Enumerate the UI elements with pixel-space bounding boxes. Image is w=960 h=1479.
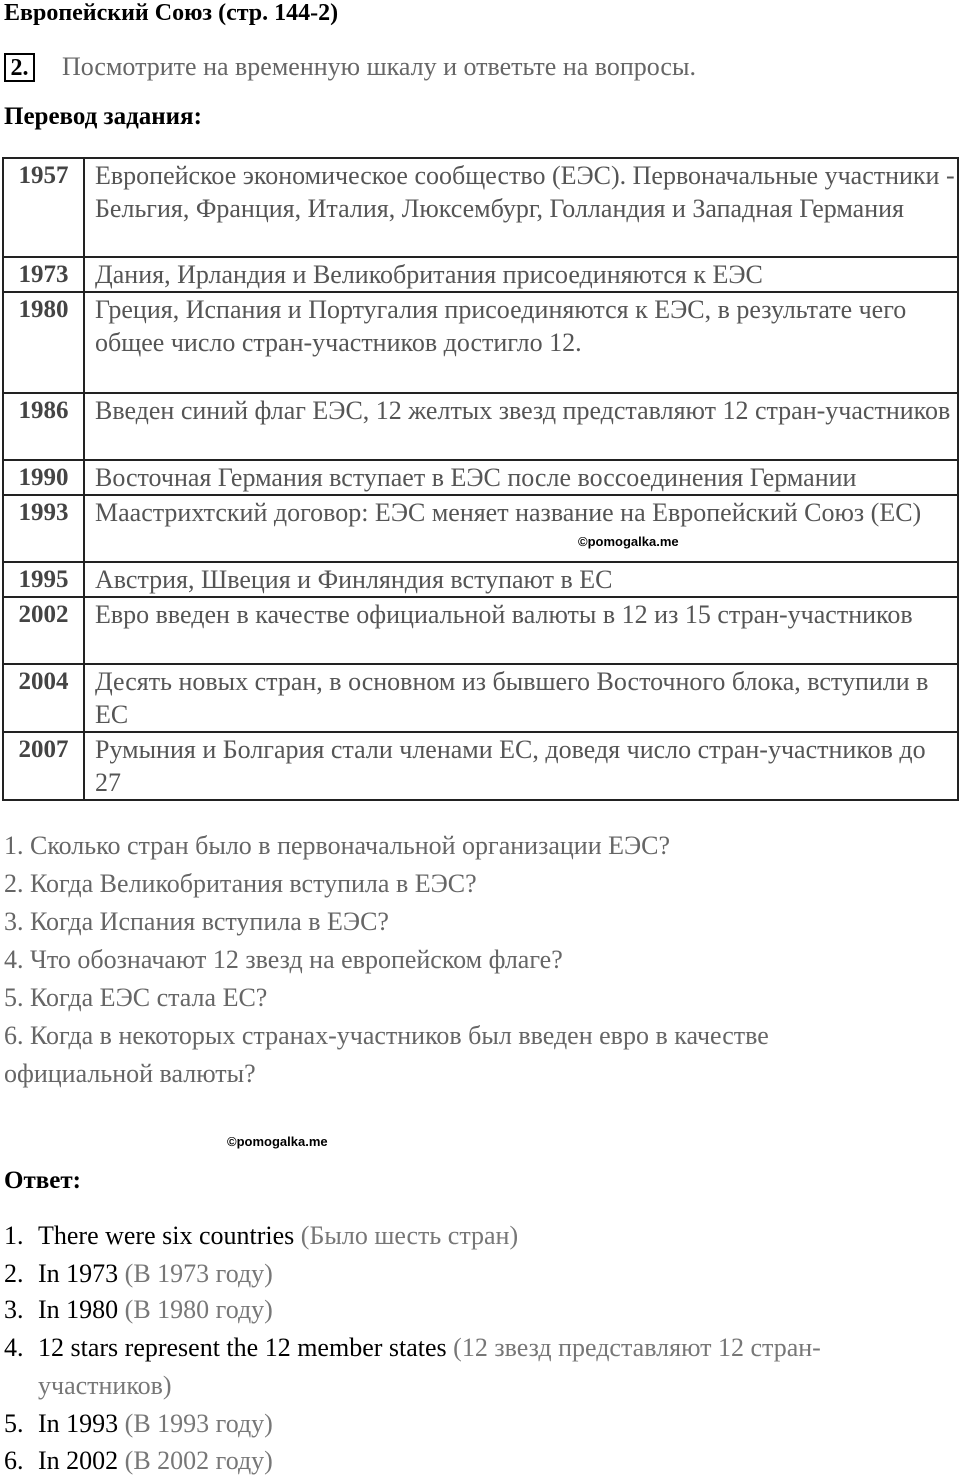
answer-continuation: участников) xyxy=(38,1371,172,1400)
timeline-row xyxy=(3,393,958,460)
timeline-year: 1986 xyxy=(3,393,84,460)
question-line: 3. Когда Испания вступила в ЕЭС? xyxy=(4,907,389,936)
answer-russian: (В 1980 году) xyxy=(124,1295,273,1324)
timeline-row xyxy=(3,664,958,732)
answer-number: 2. xyxy=(4,1259,24,1288)
answer-number: 3. xyxy=(4,1295,24,1324)
answer-english: In 2002 xyxy=(38,1446,119,1475)
answer-english: In 1973 xyxy=(38,1259,119,1288)
timeline-event: Маастрихтский договор: ЕЭС меняет название на Европейский Союз (ЕС) xyxy=(84,495,958,562)
timeline-table xyxy=(2,157,959,801)
answer-line xyxy=(4,1409,273,1439)
answer-line xyxy=(4,1221,518,1251)
timeline-event: Восточная Германия вступает в ЕЭС после воссоединения Германии xyxy=(84,460,958,495)
timeline-event: Десять новых стран, в основном из бывшего Восточного блока, вступили в ЕС xyxy=(84,664,958,732)
timeline-year: 1995 xyxy=(3,562,84,597)
timeline-event: Евро введен в качестве официальной валюты в 12 из 15 стран-участников xyxy=(84,597,958,664)
timeline-year: 1990 xyxy=(3,460,84,495)
watermark: ©pomogalka.me xyxy=(578,534,679,549)
answer-russian: (В 1973 году) xyxy=(124,1259,273,1288)
timeline-year: 1993 xyxy=(3,495,84,562)
timeline-year: 1973 xyxy=(3,257,84,292)
answer-english: In 1993 xyxy=(38,1409,119,1438)
timeline-year: 2002 xyxy=(3,597,84,664)
answer-line xyxy=(4,1446,273,1476)
question-line: 6. Когда в некоторых странах-участников был введен евро в качестве xyxy=(4,1021,769,1050)
answer-english: There were six countries xyxy=(38,1221,295,1250)
answer-russian: (12 звезд представляют 12 стран- xyxy=(453,1333,821,1362)
question-line: 1. Сколько стран было в первоначальной организации ЕЭС? xyxy=(4,831,671,860)
answer-english: 12 stars represent the 12 member states xyxy=(38,1333,447,1362)
answer-english: In 1980 xyxy=(38,1295,119,1324)
timeline-event: Греция, Испания и Португалия присоединяются к ЕЭС, в результате чего общее число стран-участников достигло 12. xyxy=(84,292,958,393)
answer-line xyxy=(4,1333,821,1363)
watermark: ©pomogalka.me xyxy=(227,1134,328,1149)
question-line: 2. Когда Великобритания вступила в ЕЭС? xyxy=(4,869,477,898)
answer-number: 1. xyxy=(4,1221,24,1250)
answer-number: 4. xyxy=(4,1333,24,1362)
task-number-box: 2. xyxy=(4,53,35,82)
task-instruction: Посмотрите на временную шкалу и ответьте на вопросы. xyxy=(62,52,696,81)
timeline-event: Введен синий флаг ЕЭС, 12 желтых звезд представляют 12 стран-участников xyxy=(84,393,958,460)
timeline-row xyxy=(3,597,958,664)
answer-russian: (Было шесть стран) xyxy=(300,1221,519,1250)
answer-heading: Ответ: xyxy=(4,1167,81,1194)
timeline-year: 2007 xyxy=(3,732,84,800)
answer-line xyxy=(4,1295,273,1325)
timeline-year: 1980 xyxy=(3,292,84,393)
question-line: 4. Что обозначают 12 звезд на европейском флаге? xyxy=(4,945,563,974)
timeline-year: 1957 xyxy=(3,158,84,257)
timeline-row xyxy=(3,495,958,562)
answer-number: 6. xyxy=(4,1446,24,1475)
answer-number: 5. xyxy=(4,1409,24,1438)
answer-russian: (В 2002 году) xyxy=(124,1446,273,1475)
question-line: 5. Когда ЕЭС стала ЕС? xyxy=(4,983,268,1012)
timeline-event: Европейское экономическое сообщество (ЕЭС). Первоначальные участники - Бельгия, Франция, Италия, Люксембург, Голландия и Западная Германия xyxy=(84,158,958,257)
answer-line xyxy=(4,1259,273,1289)
translation-heading: Перевод задания: xyxy=(4,103,202,130)
timeline-row xyxy=(3,158,958,257)
timeline-row xyxy=(3,460,958,495)
timeline-row xyxy=(3,732,958,800)
answer-russian: (В 1993 году) xyxy=(124,1409,273,1438)
timeline-row xyxy=(3,292,958,393)
timeline-event: Австрия, Швеция и Финляндия вступают в ЕС xyxy=(84,562,958,597)
timeline-event: Румыния и Болгария стали членами ЕС, доведя число стран-участников до 27 xyxy=(84,732,958,800)
timeline-row xyxy=(3,257,958,292)
page-title: Европейский Союз (стр. 144-2) xyxy=(4,0,339,26)
timeline-year: 2004 xyxy=(3,664,84,732)
timeline-event: Дания, Ирландия и Великобритания присоединяются к ЕЭС xyxy=(84,257,958,292)
timeline-row xyxy=(3,562,958,597)
question-line: официальной валюты? xyxy=(4,1059,256,1088)
